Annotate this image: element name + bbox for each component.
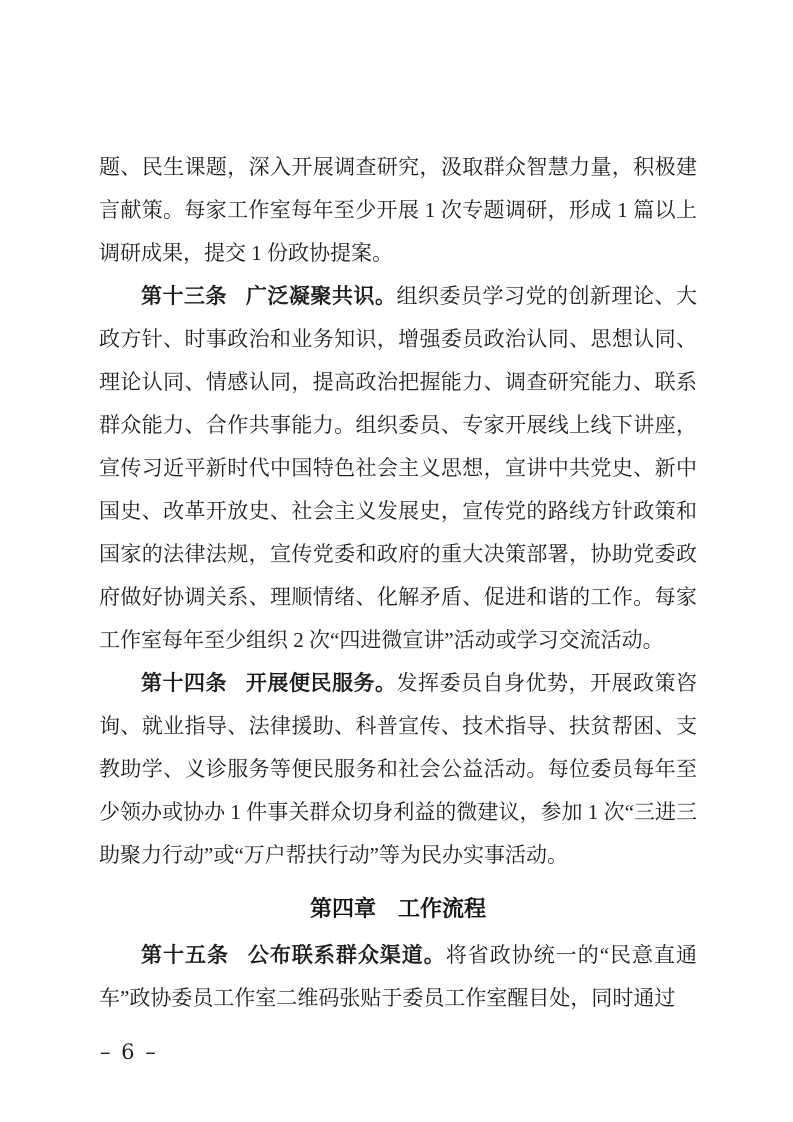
paragraph-article-13 [99, 275, 697, 662]
paragraph-continuation [99, 146, 697, 275]
article-14-title: 开展便民服务。 [245, 671, 397, 695]
paragraph-article-15 [99, 934, 697, 1020]
article-13-body: 组织委员学习党的创新理论、大政方针、时事政治和业务知识，增强委员政治认同、思想认同、理论认同、情感认同，提高政治把握能力、调查研究能力、联系群众能力、合作共事能力。组织委员、专家开展线上线下讲座，宣传习近平新时代中国特色社会主义思想，宣讲中共党史、新中国史、改革开放史、社会主义发展史，宣传党的路线方针政策和国家的法律法规，宣传党委和政府的重大决策部署，协助党委政府做好协调关系、理顺情绪、化解矛盾、促进和谐的工作。每家工作室每年至少组织 2 次“四进微宣讲”活动或学习交流活动。 [99, 284, 698, 652]
page-number: – 6 – [100, 1040, 158, 1064]
article-14-number: 第十四条 [141, 672, 228, 695]
document-body [99, 146, 697, 1020]
article-13-title: 广泛凝聚共识。 [245, 284, 397, 308]
paragraph-article-14 [99, 662, 697, 877]
article-15-body: 将省政协统一的“民意直通车”政协委员工作室二维码张贴于委员工作室醒目处，同时通过 [99, 943, 698, 1010]
article-15-title: 公布联系群众渠道。 [247, 943, 446, 967]
article-15-number: 第十五条 [141, 944, 229, 967]
chapter-4-heading: 第四章 工作流程 [309, 896, 486, 921]
article-14-body: 发挥委员自身优势，开展政策咨询、就业指导、法律援助、科普宣传、技术指导、扶贫帮困、支教助学、义诊服务等便民服务和社会公益活动。每位委员每年至少领办或协办 1 件事关群众切身利益的微建议，参加 1 次“三进三助聚力行动”或“万户帮扶行动”等为民办实事活动。 [99, 671, 698, 867]
article-13-number: 第十三条 [141, 285, 228, 308]
paragraph-text: 题、民生课题，深入开展调查研究，汲取群众智慧力量，积极建言献策。每家工作室每年至少开展 1 次专题调研，形成 1 篇以上调研成果，提交 1 份政协提案。 [99, 155, 697, 265]
